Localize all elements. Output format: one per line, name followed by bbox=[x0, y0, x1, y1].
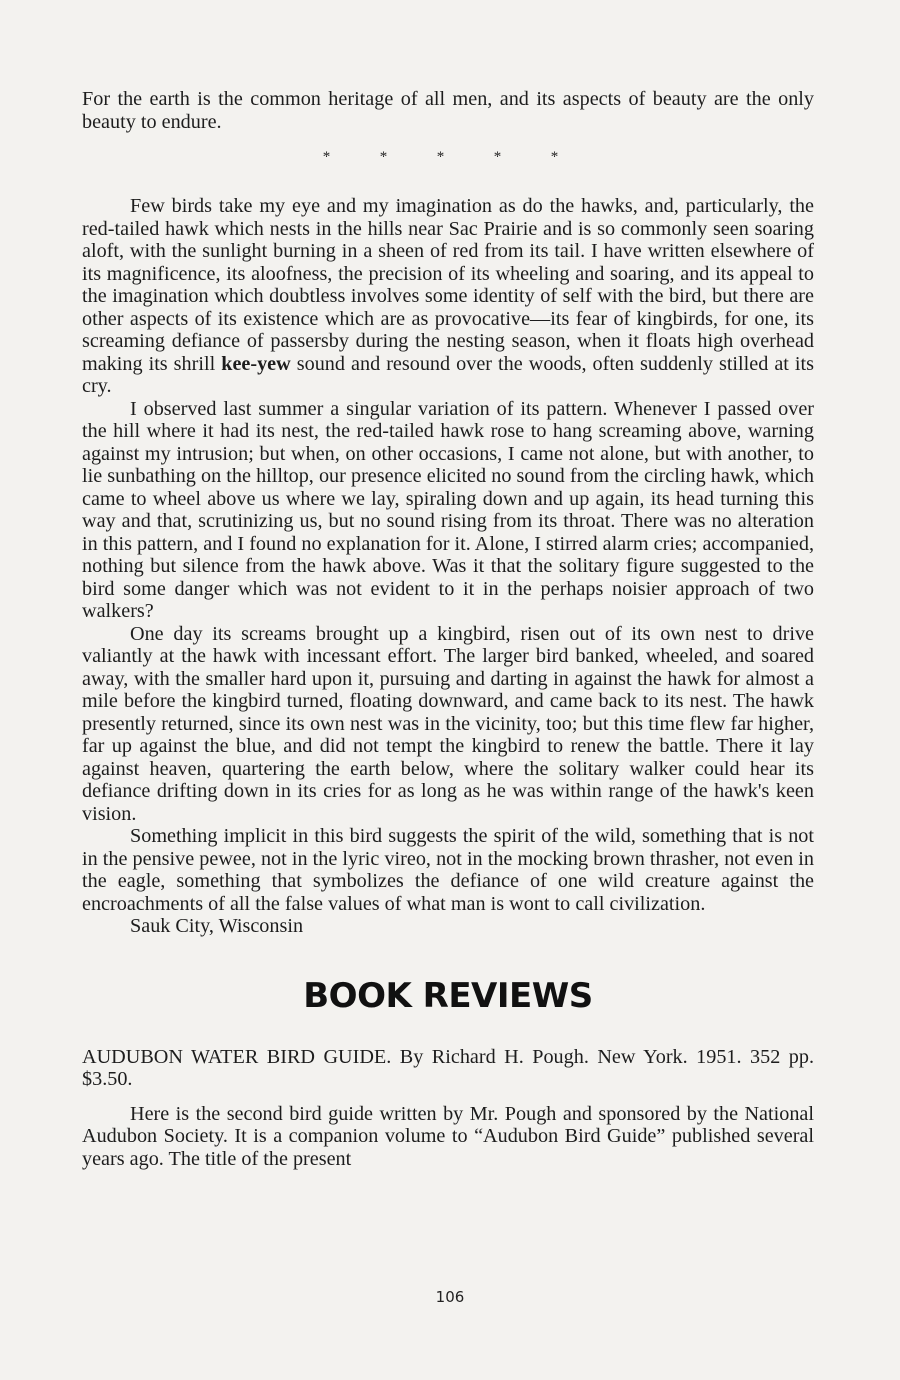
page-number: 106 bbox=[435, 1288, 465, 1306]
review-citation: AUDUBON WATER BIRD GUIDE. By Richard H. Pough. New York. 1951. 352 pp. $3.50. bbox=[82, 1045, 814, 1090]
separator-asterisk: * bbox=[493, 149, 502, 165]
paragraph-1-text: Few birds take my eye and my imagination as do the hawks, and, particularly, the red-tailed hawk which nests in the hills near Sac Prairie and is so commonly seen soaring aloft, with the sunlight burning in a sheen of red from its tail. I have written elsewhere of its magnificence, its aloofness, the precision of its wheeling and soaring, and its appeal to the imagination which doubtless involves some identity of self with the bird, but there are other aspects of its existence which are as provocative—its fear of kingbirds, for one, its screaming defiance of passersby during the nesting season, when it floats high overhead making its shrill bbox=[82, 195, 814, 375]
paragraph-1-text-end: sound and resound over the woods, often suddenly stilled at its cry. bbox=[82, 352, 815, 397]
essay-paragraph-2: I observed last summer a singular variation of its pattern. Whenever I passed over the hill where it had its nest, the red-tailed hawk rose to hang screaming above, warning against my intrusion; but when, on other occasions, I came not alone, but with another, to lie sunbathing on the hilltop, our presence elicited no sound from the circling hawk, which came to wheel above us where we lay, spiraling down and up again, its head turning this way and that, scrutinizing us, but no sound rising from its throat. There was no alteration in this pattern, and I found no explanation for it. Alone, I stirred alarm cries; accompanied, nothing but silence from the hawk above. Was it that the solitary figure suggested to the bird some danger which was not evident to it in the perhaps noisier approach of two walkers? bbox=[82, 397, 814, 622]
separator-asterisk: * bbox=[379, 149, 388, 165]
essay-paragraph-4: Something implicit in this bird suggests the spirit of the wild, something that is not in the pensive pewee, not in the lyric vireo, not in the mocking brown thrasher, not even in the eagle, something that symbolizes the defiance of one wild creature against the encroachments of all the false values of what man is wont to call civilization. bbox=[82, 825, 814, 915]
review-paragraph: Here is the second bird guide written by Mr. Pough and sponsored by the National Audubon Society. It is a companion volume to “Audubon Bird Guide” published several years ago. The title of the present bbox=[82, 1102, 814, 1170]
page-body bbox=[82, 88, 814, 1170]
opening-paragraph: For the earth is the common heritage of all men, and its aspects of beauty are the only beauty to endure. bbox=[82, 88, 814, 133]
section-separator bbox=[82, 147, 814, 167]
essay-paragraph-3: One day its screams brought up a kingbird, risen out of its own nest to drive valiantly at the hawk with incessant effort. The larger bird banked, wheeled, and soared away, with the smaller hard upon it, pursuing and darting in against the hawk for almost a mile before the kingbird turned, floating downward, and came back to its nest. The hawk presently returned, since its own nest was in the vicinity, too; but this time flew far higher, far up against the blue, and did not tempt the kingbird to renew the battle. There it lay against heaven, quartering the earth below, where the solitary walker could hear its defiance drifting down in its cries for as long as he was within range of the hawk's keen vision. bbox=[82, 622, 814, 825]
author-location: Sauk City, Wisconsin bbox=[130, 915, 304, 937]
essay-paragraph-1 bbox=[82, 195, 814, 398]
separator-asterisk: * bbox=[322, 149, 331, 165]
separator-asterisk: * bbox=[436, 149, 445, 165]
separator-asterisk: * bbox=[550, 149, 559, 165]
call-transcription: kee-yew bbox=[221, 352, 291, 375]
section-heading: BOOK REVIEWS bbox=[303, 975, 593, 1016]
